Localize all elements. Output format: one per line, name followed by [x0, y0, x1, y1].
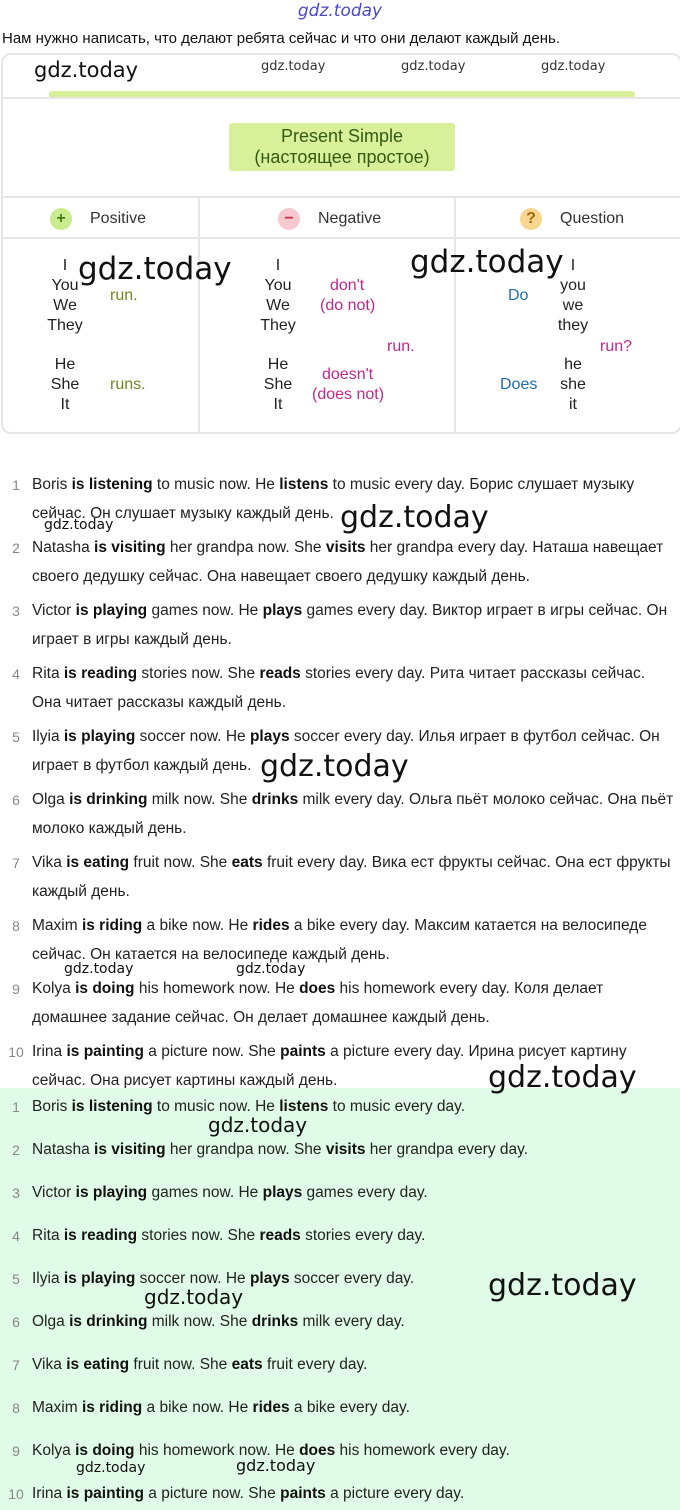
column-label: Negative [318, 210, 382, 227]
item-text [32, 849, 678, 906]
item-number: 5 [12, 1271, 20, 1287]
verb-highlight: is visiting [94, 539, 166, 556]
verb-highlight: plays [262, 602, 303, 619]
text-part: his homework every day. [335, 1442, 510, 1459]
question-aux: Do [508, 287, 529, 304]
verb-highlight: drinks [251, 791, 299, 808]
verb-highlight: reads [259, 1227, 301, 1244]
pronoun: he [564, 356, 582, 373]
text-part: Irina [32, 1043, 67, 1060]
text-part: fruit every day. Вика ест фрукты сейчас. Она ест фрукты каждый день. [32, 854, 671, 900]
verb-highlight: is drinking [69, 1313, 148, 1330]
watermark: gdz.today [261, 59, 326, 74]
text-part: a bike now. He [142, 917, 253, 934]
item-text [32, 1093, 678, 1121]
item-number: 4 [12, 666, 20, 682]
text-part: milk now. She [147, 1313, 252, 1330]
verb-highlight: is eating [66, 854, 130, 871]
text-part: fruit every day. [262, 1356, 368, 1373]
text-part: Boris [32, 1098, 72, 1115]
text-part: fruit now. She [129, 1356, 232, 1373]
verb-highlight: visits [325, 539, 366, 556]
watermark: gdz.today [76, 1460, 146, 1476]
verb-highlight: plays [249, 728, 290, 745]
pronoun: You [51, 277, 79, 294]
verb-highlight: is playing [75, 1184, 148, 1201]
item-text [32, 597, 678, 654]
text-part: milk every day. [298, 1313, 405, 1330]
text-part: a bike every day. [289, 1399, 410, 1416]
watermark: gdz.today [410, 244, 564, 280]
text-part: Olga [32, 791, 70, 808]
verb-highlight: is playing [75, 602, 148, 619]
verb-highlight: is playing [63, 728, 136, 745]
watermark: gdz.today [488, 1060, 637, 1095]
verb-highlight: visits [325, 1141, 366, 1158]
text-part: his homework every day. Коля делает домашнее задание сейчас. Он делает домашнее каждый день. [32, 980, 604, 1026]
verb-highlight: paints [280, 1043, 326, 1060]
item-number: 4 [12, 1228, 20, 1244]
item-text [32, 1308, 678, 1336]
verb-highlight: does [299, 1442, 336, 1459]
item-number: 7 [12, 855, 20, 871]
card-header [3, 55, 680, 97]
item-text [32, 786, 678, 843]
text-part: a picture every day. Ирина рисует картину сейчас. Она рисует картины каждый день. [32, 1043, 627, 1089]
text-part: Vika [32, 1356, 67, 1373]
pronoun: We [266, 297, 290, 314]
pronoun: I [62, 257, 68, 274]
pronoun: It [60, 396, 70, 413]
item-number: 10 [8, 1044, 24, 1060]
watermark: gdz.today [44, 517, 114, 533]
question-aux: Does [500, 376, 538, 393]
item-text [32, 1179, 678, 1207]
text-part: Vika [32, 854, 67, 871]
pronoun: I [275, 257, 281, 274]
verb-highlight: is reading [63, 1227, 138, 1244]
text-part: her grandpa now. She [165, 539, 326, 556]
verb-highlight: eats [231, 1356, 263, 1373]
text-part: Natasha [32, 1141, 95, 1158]
text-part: games now. He [147, 602, 263, 619]
text-part: soccer now. He [135, 728, 250, 745]
negative-aux-full: (do not) [320, 297, 376, 314]
text-part: Kolya [32, 980, 76, 997]
watermark: gdz.today [78, 251, 232, 287]
verb-highlight: plays [249, 1270, 290, 1287]
text-part: Rita [32, 665, 64, 682]
pronoun: He [267, 356, 289, 373]
negative-verb: run. [387, 338, 415, 355]
verb-highlight: does [299, 980, 336, 997]
text-part: stories every day. [300, 1227, 426, 1244]
text-part: fruit now. She [129, 854, 232, 871]
item-text [32, 534, 678, 591]
pronoun: You [264, 277, 292, 294]
divider [3, 237, 680, 239]
column-label: Question [560, 210, 625, 227]
verb-highlight: is playing [63, 1270, 136, 1287]
item-number: 6 [12, 1314, 20, 1330]
text-part: Irina [32, 1485, 67, 1502]
text-part: soccer every day. [289, 1270, 415, 1287]
text-part: a picture now. She [143, 1485, 281, 1502]
pronoun: We [53, 297, 77, 314]
watermark: gdz.today [236, 961, 306, 977]
positive-verb-s: runs. [110, 376, 146, 393]
negative-aux: don't [330, 277, 365, 294]
column-label: Positive [90, 210, 147, 227]
text-part: a picture every day. [325, 1485, 465, 1502]
item-number: 3 [12, 603, 20, 619]
watermark: gdz.today [260, 749, 409, 784]
text-part: Maxim [32, 1399, 82, 1416]
item-text [32, 1351, 678, 1379]
verb-highlight: is doing [75, 980, 135, 997]
text-part: soccer now. He [135, 1270, 250, 1287]
pronoun: She [50, 376, 80, 393]
text-part: Maxim [32, 917, 82, 934]
intro-text: Нам нужно написать, что делают ребята сейчас и что они делают каждый день. [2, 30, 561, 47]
verb-highlight: rides [252, 917, 290, 934]
item-text [32, 975, 678, 1032]
column-divider [198, 197, 200, 432]
text-part: Victor [32, 602, 76, 619]
text-part: her grandpa every day. [365, 1141, 529, 1158]
pronoun: He [54, 356, 76, 373]
text-part: stories every day. Рита читает рассказы сейчас. Она читает рассказы каждый день. [32, 665, 646, 711]
item-number: 5 [12, 729, 20, 745]
text-part: games every day. [302, 1184, 428, 1201]
verb-highlight: is painting [66, 1485, 144, 1502]
watermark: gdz.today [541, 59, 606, 74]
positive-verb-base: run. [110, 287, 138, 304]
column-header-positive [50, 207, 146, 231]
pronoun: you [560, 277, 586, 294]
text-part: Rita [32, 1227, 64, 1244]
item-number: 7 [12, 1357, 20, 1373]
divider [3, 97, 680, 99]
item-text [32, 1480, 678, 1508]
plus-icon: + [50, 208, 72, 230]
text-part: his homework now. He [134, 980, 300, 997]
question-verb: run? [600, 338, 633, 355]
item-text [32, 660, 678, 717]
item-number: 9 [12, 981, 20, 997]
verb-highlight: is doing [75, 1442, 135, 1459]
verb-highlight: listens [279, 1098, 329, 1115]
tense-title-line2: (настоящее простое) [254, 147, 430, 167]
verb-highlight: is visiting [94, 1141, 166, 1158]
text-part: Victor [32, 1184, 76, 1201]
watermark: gdz.today [236, 1456, 316, 1475]
text-part: Ilyia [32, 1270, 64, 1287]
text-part: his homework now. He [134, 1442, 300, 1459]
item-text [32, 1136, 678, 1164]
item-number: 2 [12, 540, 20, 556]
text-part: stories now. She [137, 1227, 260, 1244]
text-part: to music now. He [152, 1098, 280, 1115]
item-number: 1 [12, 1099, 20, 1115]
item-number: 9 [12, 1443, 20, 1459]
grammar-card [1, 53, 680, 434]
watermark: gdz.today [144, 1285, 244, 1309]
watermark: gdz.today [208, 1113, 308, 1137]
verb-highlight: is painting [66, 1043, 144, 1060]
text-part: her grandpa now. She [165, 1141, 326, 1158]
pronoun: It [273, 396, 283, 413]
verb-highlight: listens [279, 476, 329, 493]
text-part: to music now. He [152, 476, 280, 493]
pronoun: She [263, 376, 293, 393]
verb-highlight: is riding [81, 1399, 143, 1416]
pronoun: she [560, 376, 586, 393]
text-part: to music every day. Борис слушает музыку сейчас. Он слушает музыку каждый день. [32, 476, 635, 522]
watermark: gdz.today [401, 59, 466, 74]
watermark: gdz.today [340, 500, 489, 535]
text-part: her grandpa every day. Наташа навещает своего дедушку сейчас. Она навещает своего дедушку каждый день. [32, 539, 664, 585]
verb-highlight: reads [259, 665, 301, 682]
item-text [32, 1222, 678, 1250]
tense-title [229, 123, 455, 171]
text-part: Boris [32, 476, 72, 493]
text-part: milk every day. Ольга пьёт молоко сейчас. Она пьёт молоко каждый день. [32, 791, 674, 837]
minus-icon: − [278, 208, 300, 230]
item-number: 1 [12, 477, 20, 493]
pronoun: they [557, 317, 589, 334]
text-part: games now. He [147, 1184, 263, 1201]
text-part: Kolya [32, 1442, 76, 1459]
text-part: Olga [32, 1313, 70, 1330]
pronoun: it [569, 396, 577, 413]
verb-highlight: is riding [81, 917, 143, 934]
tense-title-line1: Present Simple [280, 126, 404, 146]
pronoun: They [260, 317, 296, 334]
verb-highlight: drinks [251, 1313, 299, 1330]
verb-highlight: is reading [63, 665, 138, 682]
text-part: Ilyia [32, 728, 64, 745]
verb-highlight: is listening [71, 476, 153, 493]
verb-highlight: is drinking [69, 791, 148, 808]
column-divider [454, 197, 456, 432]
pronoun: They [47, 317, 83, 334]
question-icon: ? [520, 208, 542, 230]
watermark: gdz.today [34, 58, 139, 82]
text-part: a bike every day. Максим катается на велосипеде сейчас. Он катается на велосипеде каждый день. [32, 917, 647, 963]
item-number: 6 [12, 792, 20, 808]
item-number: 2 [12, 1142, 20, 1158]
column-header-question [520, 207, 624, 231]
negative-aux-full: (does not) [312, 386, 385, 403]
verb-highlight: paints [280, 1485, 326, 1502]
item-text [32, 1394, 678, 1422]
item-number: 10 [8, 1486, 24, 1502]
text-part: Natasha [32, 539, 95, 556]
watermark: gdz.today [488, 1268, 637, 1303]
verb-highlight: is eating [66, 1356, 130, 1373]
item-number: 3 [12, 1185, 20, 1201]
text-part: to music every day. [328, 1098, 466, 1115]
item-number: 8 [12, 1400, 20, 1416]
divider [3, 196, 680, 198]
verb-highlight: eats [231, 854, 263, 871]
text-part: stories now. She [137, 665, 260, 682]
item-number: 8 [12, 918, 20, 934]
column-header-negative [278, 207, 381, 231]
text-part: games every day. Виктор играет в игры сейчас. Он играет в игры каждый день. [32, 602, 668, 648]
text-part: milk now. She [147, 791, 252, 808]
pronoun: we [562, 297, 584, 314]
watermark: gdz.today [64, 961, 134, 977]
watermark-top: gdz.today [297, 1, 383, 21]
text-part: a picture now. She [143, 1043, 281, 1060]
verb-highlight: rides [252, 1399, 290, 1416]
pronoun: I [570, 257, 576, 274]
text-part: a bike now. He [142, 1399, 253, 1416]
negative-aux: doesn't [322, 366, 374, 383]
verb-highlight: is listening [71, 1098, 153, 1115]
text-part: soccer every day. Илья играет в футбол сейчас. Он играет в футбол каждый день. [32, 728, 660, 774]
verb-highlight: plays [262, 1184, 303, 1201]
